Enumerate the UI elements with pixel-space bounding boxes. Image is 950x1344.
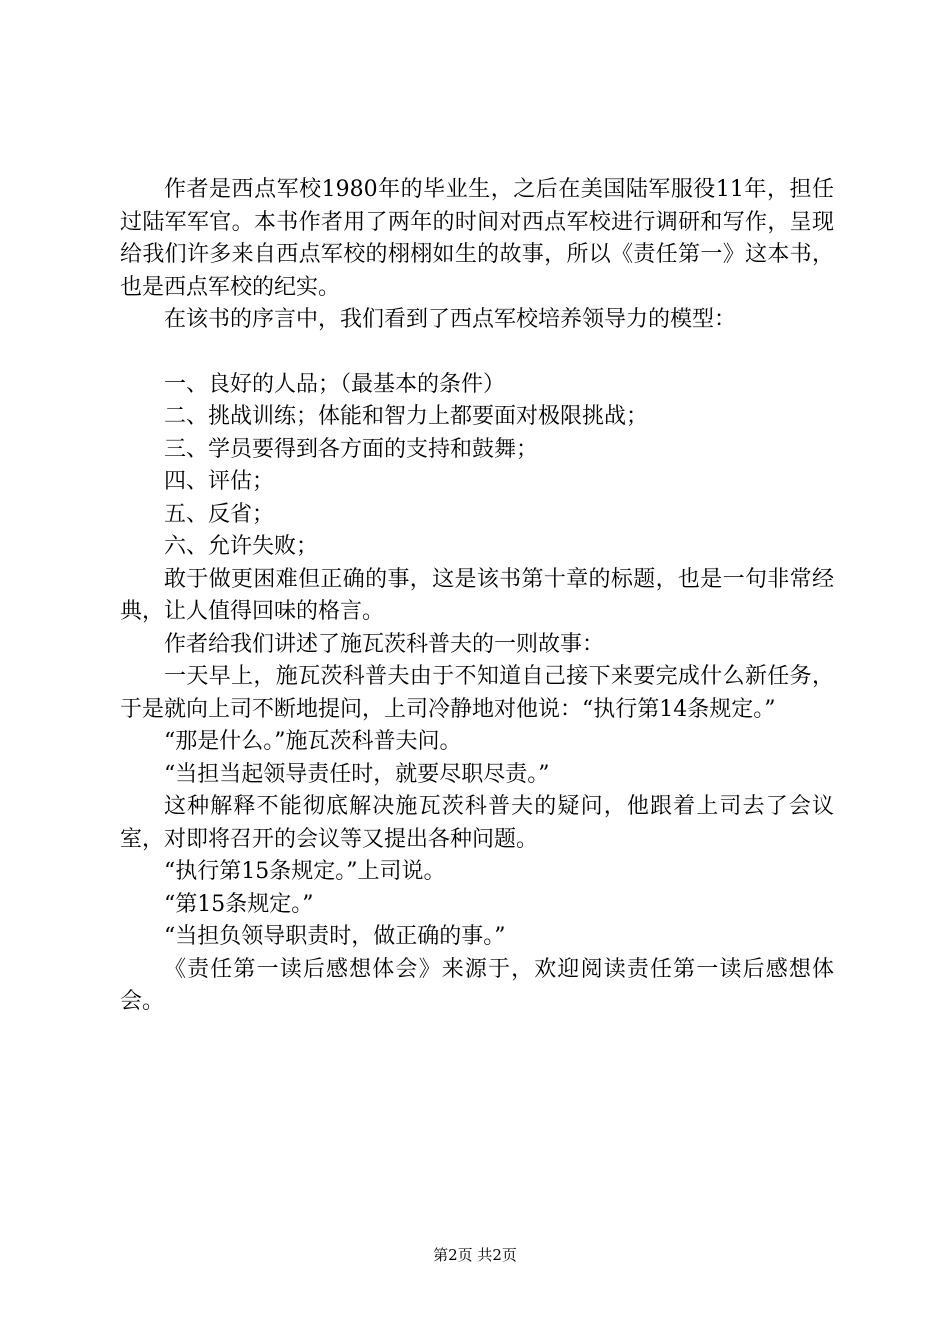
paragraph-intro: 作者是西点军校1980年的毕业生，之后在美国陆军服役11年，担任过陆军军官。本书作者用了两年的时间对西点军校进行调研和写作，呈现给我们许多来自西点军校的栩栩如生的故事，所以《责任第一》这本书，也是西点军校的纪实。: [120, 177, 834, 300]
paragraph-dialogue-3: “执行第15条规定。”上司说。: [164, 859, 446, 884]
list-item-1: 一、良好的人品；（最基本的条件）: [164, 371, 506, 397]
paragraph-story-intro: 作者给我们讲述了施瓦茨科普夫的一则故事：: [164, 631, 605, 657]
list-item-3: 三、学员要得到各方面的支持和鼓舞；: [164, 436, 539, 462]
list-item-4: 四、评估；: [164, 469, 275, 494]
page-number: 第2页 共2页: [433, 1246, 517, 1264]
document-body: [120, 174, 834, 1019]
paragraph-source: 《责任第一读后感想体会》来源于，欢迎阅读责任第一读后感想体会。: [120, 956, 834, 1014]
list-item-6: 六、允许失败；: [164, 534, 319, 559]
paragraph-preface: 在该书的序言中，我们看到了西点军校培养领导力的模型：: [164, 307, 737, 332]
paragraph-dialogue-4: “第15条规定。”: [164, 891, 314, 917]
list-item-2: 二、挑战训练；体能和智力上都要面对极限挑战；: [164, 404, 649, 429]
paragraph-chapter-title: 敢于做更困难但正确的事，这是该书第十章的标题，也是一句非常经典，让人值得回味的格言。: [120, 566, 834, 624]
paragraph-dialogue-5: “当担负领导职责时，做正确的事。”: [164, 924, 506, 949]
paragraph-story: 一天早上，施瓦茨科普夫由于不知道自己接下来要完成什么新任务，于是就向上司不断地提问，上司冷静地对他说：“执行第14条规定。”: [120, 664, 834, 722]
paragraph-dialogue-2: “当担当起领导责任时，就要尽职尽责。”: [164, 761, 550, 787]
paragraph-meeting: 这种解释不能彻底解决施瓦茨科普夫的疑问，他跟着上司去了会议室，对即将召开的会议等又提出各种问题。: [120, 794, 834, 852]
list-item-5: 五、反省；: [164, 501, 275, 527]
paragraph-dialogue-1: “那是什么。”施瓦茨科普夫问。: [164, 729, 462, 754]
